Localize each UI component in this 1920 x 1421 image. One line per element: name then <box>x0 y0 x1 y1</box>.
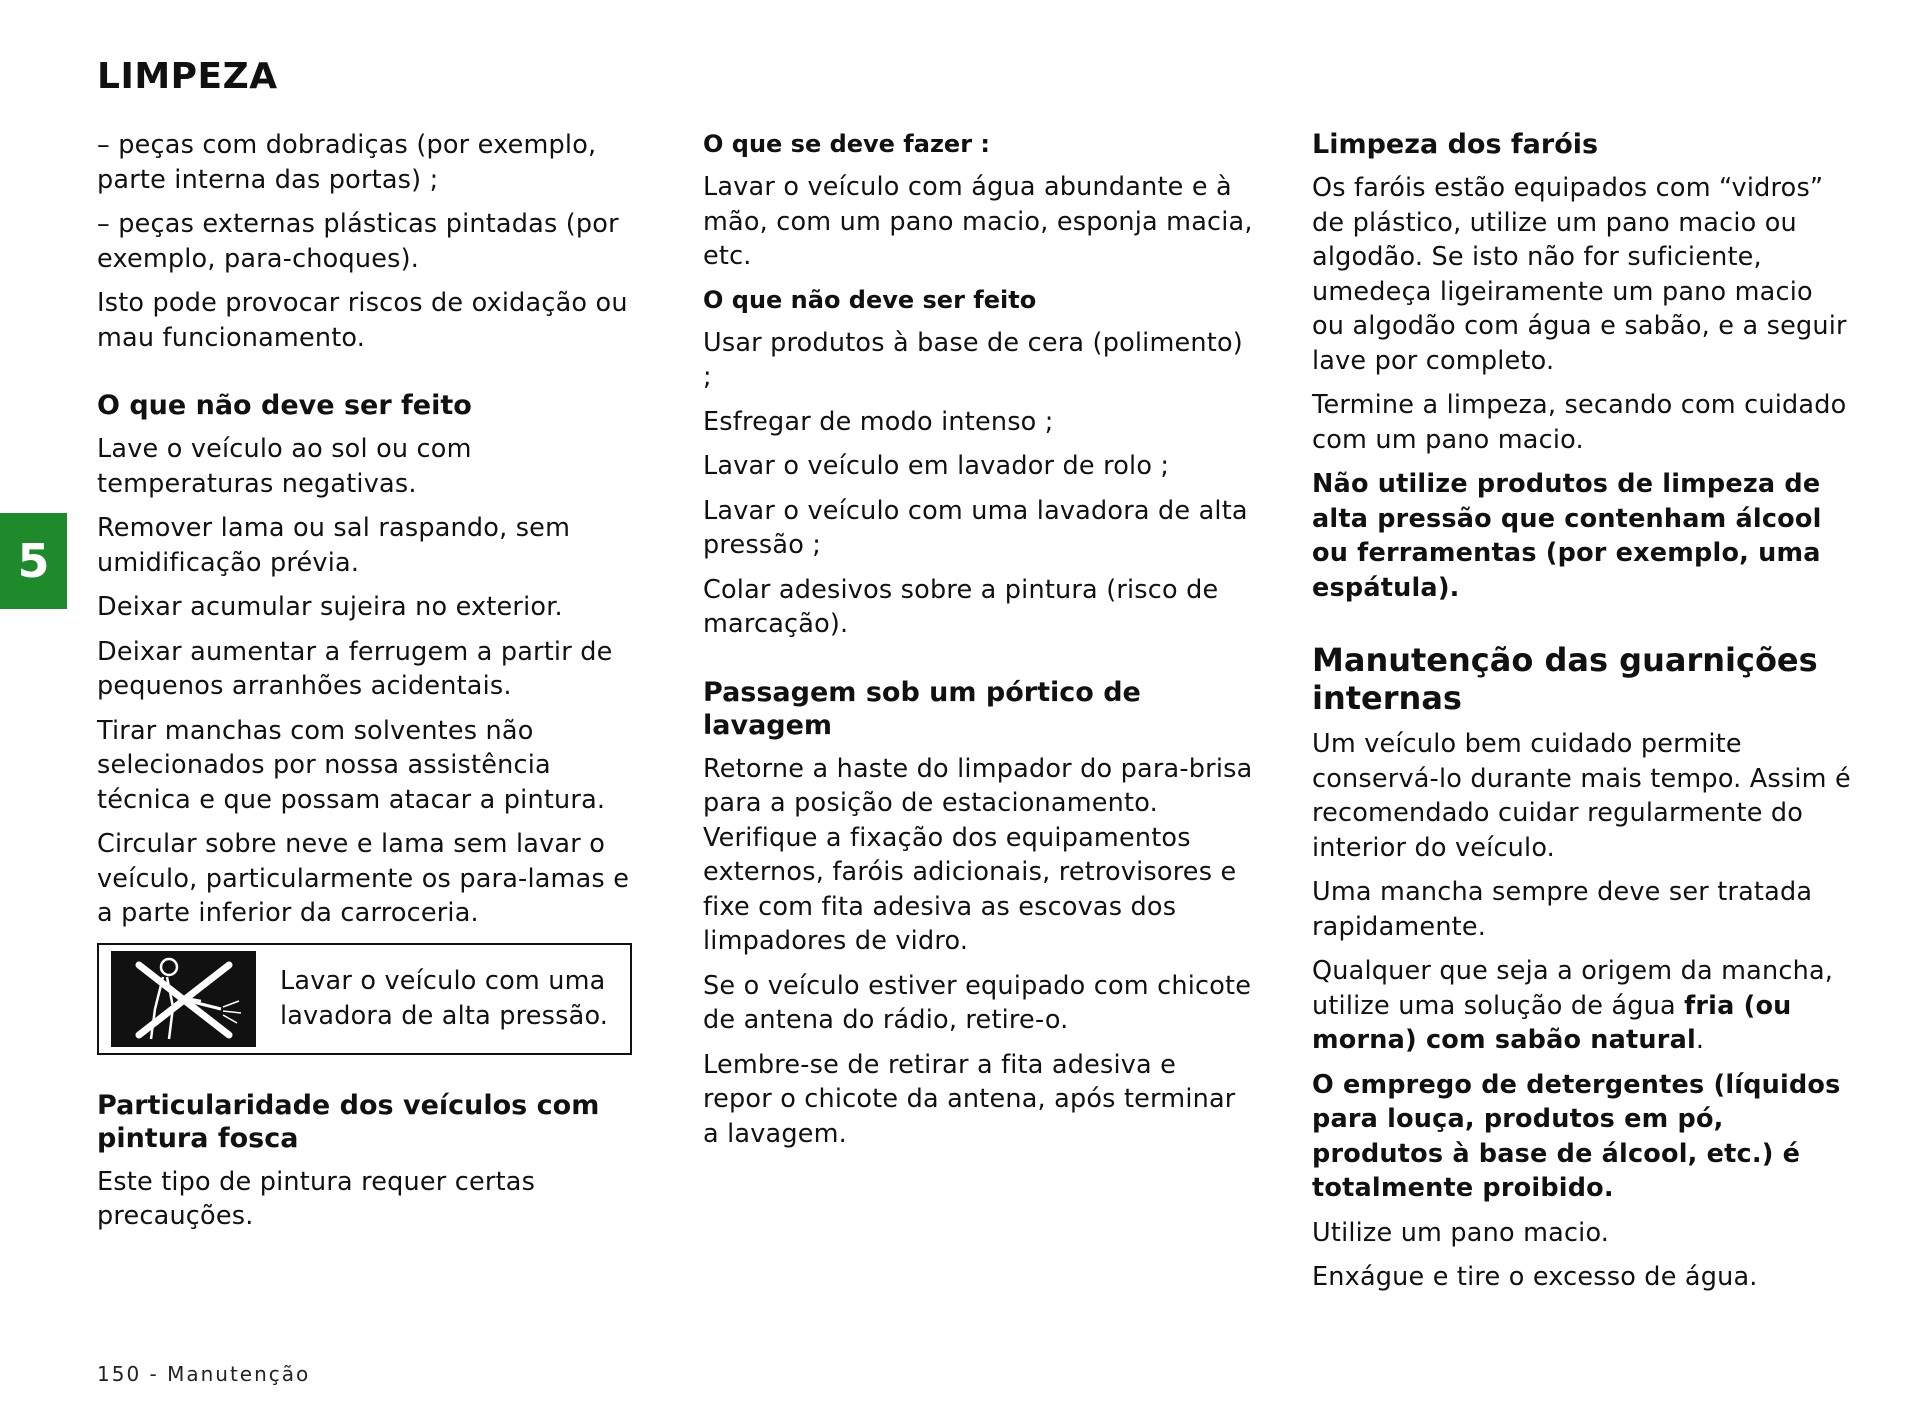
subheading: O que se deve fazer : <box>703 130 990 158</box>
section-heading: Limpeza dos faróis <box>1312 129 1599 160</box>
column-2 <box>703 128 1253 1161</box>
chapter-tab: 5 <box>0 513 67 609</box>
paragraph: Termine a limpeza, secando com cuidado com um pano macio. <box>1312 390 1847 455</box>
section-heading: Passagem sob um pórtico de lavagem <box>703 676 1141 741</box>
paragraph: Lembre-se de retirar a fita adesiva e repor o chicote da antena, após terminar a lavagem. <box>703 1049 1236 1149</box>
paragraph: Enxágue e tire o excesso de água. <box>1312 1262 1758 1292</box>
section-heading: Manutenção das guarnições internas <box>1312 641 1818 717</box>
subheading: O que não deve ser feito <box>703 285 1037 314</box>
page-title: LIMPEZA <box>97 56 278 97</box>
paragraph: Utilize um pano macio. <box>1312 1217 1610 1248</box>
list-item: Remover lama ou sal raspando, sem umidificação prévia. <box>97 513 571 578</box>
column-1 <box>97 128 637 1244</box>
list-item: Circular sobre neve e lama sem lavar o veículo, particularmente os para-lamas e a parte inferior da carroceria. <box>97 829 630 928</box>
list-item: Colar adesivos sobre a pintura (risco de marcação). <box>703 574 1219 639</box>
list-item: Lavar o veículo com uma lavadora de alta pressão ; <box>703 495 1248 560</box>
text-run: Qualquer que seja a origem da mancha, utilize uma solução de água <box>1312 956 1834 1021</box>
paragraph: Se o veículo estiver equipado com chicote de antena do rádio, retire-o. <box>703 970 1252 1035</box>
list-item: Tirar manchas com solventes não selecionados por nossa assistência técnica e que possam atacar a pintura. <box>97 715 606 815</box>
page-footer: 150 - Manutenção <box>97 1362 311 1386</box>
warning-paragraph: O emprego de detergentes (líquidos para louça, produtos em pó, produtos à base de álcool, etc.) é totalmente proibido. <box>1312 1069 1841 1203</box>
warning-box <box>97 943 632 1055</box>
warning-text: Lavar o veículo com uma lavadora de alta pressão. <box>280 966 609 1031</box>
list-item: Lave o veículo ao sol ou com temperaturas negativas. <box>97 434 472 499</box>
no-pressure-washer-icon <box>111 951 256 1047</box>
warning-paragraph: Não utilize produtos de limpeza de alta pressão que contenham álcool ou ferramentas (por exemplo, uma espátula). <box>1312 469 1822 603</box>
list-item: Lavar o veículo em lavador de rolo ; <box>703 451 1170 481</box>
paragraph: Uma mancha sempre deve ser tratada rapidamente. <box>1312 877 1813 942</box>
list-item: Usar produtos à base de cera (polimento) ; <box>703 327 1243 392</box>
paragraph: – peças externas plásticas pintadas (por exemplo, para-choques). <box>97 209 619 274</box>
section-heading: O que não deve ser feito <box>97 390 472 421</box>
text-run: . <box>1695 1025 1705 1055</box>
paragraph: – peças com dobradiças (por exemplo, parte interna das portas) ; <box>97 130 597 195</box>
paragraph: Isto pode provocar riscos de oxidação ou mau funcionamento. <box>97 288 628 353</box>
paragraph: Os faróis estão equipados com “vidros” de plástico, utilize um pano macio ou algodão. Se isto não for suficiente, umedeça ligeiramente um pano macio ou algodão com água e sabão, e a seguir lave por completo. <box>1312 173 1847 376</box>
paragraph: Um veículo bem cuidado permite conservá-lo durante mais tempo. Assim é recomendado cuidar regularmente do interior do veículo. <box>1312 729 1851 863</box>
column-3 <box>1312 128 1852 1305</box>
list-item: Esfregar de modo intenso ; <box>703 406 1054 437</box>
paragraph <box>1312 954 1852 1058</box>
list-item: Deixar aumentar a ferrugem a partir de pequenos arranhões acidentais. <box>97 636 613 701</box>
paragraph: Este tipo de pintura requer certas precauções. <box>97 1166 536 1231</box>
list-item: Deixar acumular sujeira no exterior. <box>97 592 563 622</box>
bold-text-run: fria (ou morna) com sabão natural <box>1312 990 1792 1055</box>
section-heading: Particularidade dos veículos com pintura fosca <box>97 1089 600 1154</box>
paragraph: Retorne a haste do limpador do para-brisa para a posição de estacionamento. Verifique a fixação dos equipamentos externos, faróis adicionais, retrovisores e fixe com fita adesiva as escovas dos limpadores de vidro. <box>703 753 1253 956</box>
paragraph: Lavar o veículo com água abundante e à mão, com um pano macio, esponja macia, etc. <box>703 172 1253 271</box>
